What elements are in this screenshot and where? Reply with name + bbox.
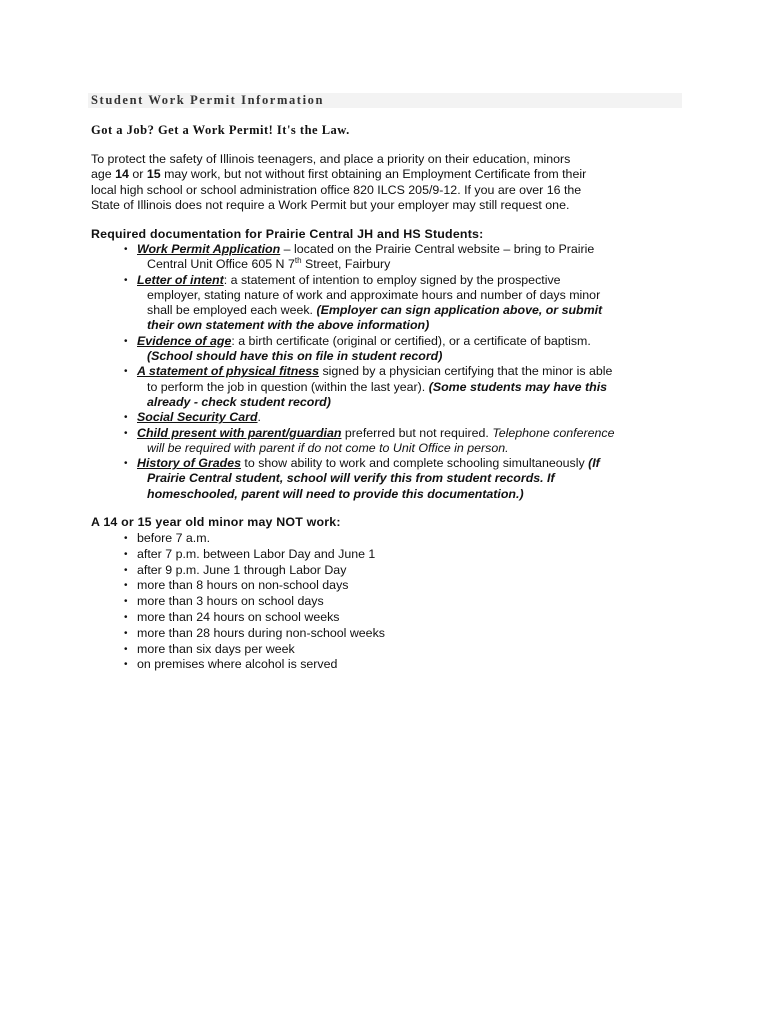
bullet-icon: • — [124, 244, 128, 255]
required-heading: Required documentation for Prairie Central JH and HS Students: — [91, 227, 484, 241]
bullet-icon: • — [124, 548, 128, 560]
bullet-icon: • — [124, 533, 128, 544]
bullet-icon: • — [124, 366, 128, 378]
not-work-heading: A 14 or 15 year old minor may NOT work: — [91, 515, 341, 529]
intro-line: To protect the safety of Illinois teenagers, and place a priority on their education, minors — [91, 152, 571, 166]
age-15: 15 — [146, 167, 161, 182]
subtitle: Got a Job? Get a Work Permit! It's the Law. — [91, 123, 350, 137]
social-security-card-label: Social Security Card — [137, 410, 258, 425]
not-work-list — [124, 531, 385, 673]
list-item: • on premises where alcohol is served — [124, 657, 338, 672]
list-item: • before 7 a.m. — [124, 531, 211, 545]
list-item: • more than 8 hours on non-school days — [124, 578, 349, 593]
bullet-icon: • — [124, 643, 128, 655]
history-of-grades-label: History of Grades — [137, 456, 241, 471]
list-item: • A statement of physical fitness signed by a physician certifying that the minor is able to perform the job in question (within the last year). (Some students may have this already - check student record) — [124, 364, 613, 409]
bullet-icon: • — [124, 427, 128, 439]
bullet-icon: • — [124, 627, 128, 639]
bullet-icon: • — [124, 274, 128, 286]
bullet-icon: • — [124, 458, 128, 470]
evidence-of-age-label: Evidence of age — [137, 333, 232, 348]
bullet-icon: • — [124, 335, 128, 347]
intro-line: local high school or school administration office 820 ILCS 205/9-12. If you are over 16 the — [91, 182, 582, 197]
intro-line: State of Illinois does not require a Work Permit but your employer may still request one. — [91, 197, 570, 212]
intro-line: age 14 or 15 may work, but not without first obtaining an Employment Certificate from their — [91, 167, 587, 182]
required-list — [124, 242, 694, 502]
bullet-icon: • — [124, 412, 128, 424]
list-item: • Letter of intent: a statement of intention to employ signed by the prospective employer, stating nature of work and approximate hours and number of days minor shall be employed each week. (Employer can sign application above, or submit their own statement with the above information) — [124, 272, 603, 333]
list-item: • after 7 p.m. between Labor Day and June 1 — [124, 546, 376, 561]
physical-fitness-label: A statement of physical fitness — [137, 364, 320, 379]
child-present-label: Child present with parent/guardian — [137, 425, 342, 440]
list-item: • History of Grades to show ability to work and complete schooling simultaneously (If Prairie Central student, school will verify this from student records. If homeschooled, parent will need to provide this documentation.) — [124, 456, 600, 501]
list-item: • more than 28 hours during non-school weeks — [124, 625, 385, 640]
list-item: • Social Security Card. — [124, 410, 261, 425]
list-item: • more than six days per week — [124, 641, 295, 656]
age-14: 14 — [115, 167, 129, 182]
intro-paragraph — [91, 152, 691, 213]
list-item: • more than 3 hours on school days — [124, 594, 324, 609]
work-permit-application-link[interactable]: Work Permit Application — [137, 242, 281, 256]
letter-of-intent-label: Letter of intent — [137, 272, 224, 287]
bullet-icon: • — [124, 659, 128, 671]
bullet-icon: • — [124, 596, 128, 608]
list-item: • after 9 p.m. June 1 through Labor Day — [124, 562, 347, 577]
list-item: • Child present with parent/guardian preferred but not required. Telephone conference will be required with parent if do not come to Unit Office in person. — [124, 425, 615, 455]
list-item: • Evidence of age: a birth certificate (original or certified), or a certificate of baptism. (School should have this on file in student record) — [124, 333, 591, 364]
page-title: Student Work Permit Information — [91, 93, 325, 107]
bullet-icon: • — [124, 564, 128, 576]
bullet-icon: • — [124, 611, 128, 623]
bullet-icon: • — [124, 580, 128, 592]
list-item: • more than 24 hours on school weeks — [124, 609, 340, 624]
list-item: • Work Permit Application – located on the Prairie Central website – bring to Prairie Central Unit Office 605 N 7th Street, Fairbury — [124, 242, 595, 272]
